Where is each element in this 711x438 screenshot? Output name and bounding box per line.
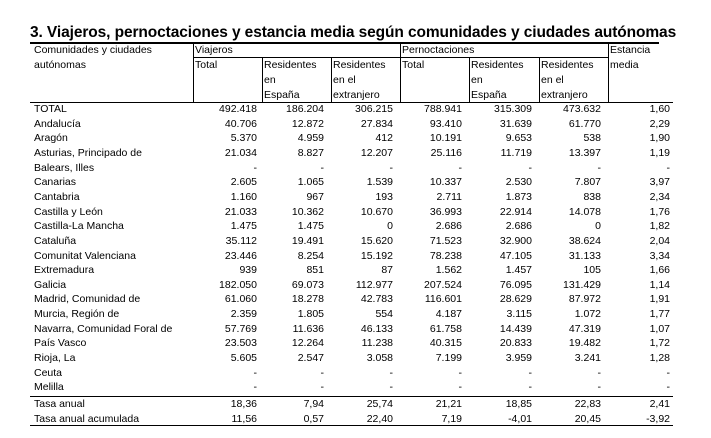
row-label: Melilla xyxy=(34,381,64,394)
cell-estancia: -3,92 xyxy=(646,413,670,425)
cell-p-total: 116.601 xyxy=(424,293,462,306)
cell-v-ext: - xyxy=(389,161,393,174)
cell-p-esp: 1.457 xyxy=(505,264,532,277)
cell-v-esp: 967 xyxy=(306,190,324,203)
cell-estancia: 1,07 xyxy=(649,322,670,335)
header-estancia-line2: media xyxy=(610,59,639,71)
cell-p-esp: 76.095 xyxy=(499,278,532,291)
cell-estancia: 1,60 xyxy=(649,103,670,115)
cell-p-esp: 9.653 xyxy=(505,132,532,145)
header-viajeros-ext-1: Residentes xyxy=(333,59,386,71)
row-label: Asturias, Principado de xyxy=(34,146,142,159)
cell-v-total: 18,36 xyxy=(230,398,257,410)
cell-p-total: 2.686 xyxy=(435,220,462,233)
cell-v-total: 1.160 xyxy=(230,190,257,203)
col-sep-5 xyxy=(469,58,470,102)
table-title: 3. Viajeros, pernoctaciones y estancia media según comunidades y ciudades autónomas xyxy=(30,24,677,41)
cell-v-ext: - xyxy=(389,366,393,379)
cell-v-esp: 1.805 xyxy=(297,308,324,321)
cell-p-esp: 22.914 xyxy=(499,205,532,218)
header-pernoct-ext-3: extranjero xyxy=(541,89,588,101)
cell-p-ext: 7.807 xyxy=(574,176,601,189)
cell-v-total: 40.706 xyxy=(224,117,257,130)
cell-p-ext: - xyxy=(597,161,601,174)
cell-p-ext: 131.429 xyxy=(563,278,601,291)
col-sep-2 xyxy=(262,58,263,102)
cell-p-total: 71.523 xyxy=(429,234,462,247)
rates-top-rule xyxy=(30,396,673,397)
cell-p-total: 2.711 xyxy=(436,190,462,203)
row-label: Extremadura xyxy=(34,264,95,277)
cell-p-ext: 19.482 xyxy=(568,337,601,350)
header-group-pernoctaciones: Pernoctaciones xyxy=(402,44,475,56)
row-label: Castilla y León xyxy=(34,205,103,218)
row-label: Canarias xyxy=(34,176,77,189)
header-pernoct-esp-3: España xyxy=(471,89,507,101)
cell-estancia: - xyxy=(666,366,670,379)
cell-p-total: 7,19 xyxy=(441,413,462,425)
cell-v-esp: 10.362 xyxy=(291,205,324,218)
cell-p-ext: 473.632 xyxy=(563,103,601,115)
cell-v-ext: 22,40 xyxy=(366,413,393,425)
cell-p-ext: 22,83 xyxy=(574,398,601,410)
header-viajeros-ext-3: extranjero xyxy=(333,89,380,101)
cell-p-total: 40.315 xyxy=(429,337,462,350)
cell-p-ext: - xyxy=(597,381,601,394)
cell-v-total: 23.446 xyxy=(224,249,257,262)
header-viajeros-esp-2: en xyxy=(264,74,276,86)
row-label: Castilla-La Mancha xyxy=(34,220,124,233)
header-region-line1: Comunidades y ciudades xyxy=(34,44,152,56)
col-sep-6 xyxy=(539,58,540,102)
cell-v-esp: 1.065 xyxy=(297,176,324,189)
cell-v-ext: 87 xyxy=(381,264,393,277)
cell-estancia: 1,14 xyxy=(649,278,670,291)
header-viajeros-ext-2: en el xyxy=(333,74,356,86)
cell-estancia: - xyxy=(666,381,670,394)
cell-estancia: 1,76 xyxy=(649,205,670,218)
cell-v-ext: 1.539 xyxy=(366,176,393,189)
cell-v-esp: 186.204 xyxy=(286,103,324,115)
cell-estancia: 2,34 xyxy=(649,190,670,203)
cell-p-total: 4.187 xyxy=(435,308,462,321)
row-label: Tasa anual xyxy=(34,398,85,410)
cell-v-esp: - xyxy=(320,366,324,379)
cell-p-ext: 47.319 xyxy=(568,322,601,335)
cell-p-ext: 13.397 xyxy=(568,146,601,159)
cell-estancia: 2,29 xyxy=(649,117,670,130)
cell-estancia: 1,72 xyxy=(649,337,670,350)
cell-v-total: 61.060 xyxy=(224,293,257,306)
col-sep-7 xyxy=(608,44,609,102)
cell-p-esp: - xyxy=(528,381,532,394)
cell-p-total: 7.199 xyxy=(435,352,462,365)
header-group-viajeros: Viajeros xyxy=(195,44,233,56)
header-estancia-line1: Estancia xyxy=(610,44,651,56)
row-label: Ceuta xyxy=(34,366,63,379)
cell-v-ext: 412 xyxy=(375,132,393,145)
cell-p-esp: -4,01 xyxy=(508,413,532,425)
cell-estancia: 1,19 xyxy=(649,146,670,159)
cell-v-esp: 19.491 xyxy=(291,234,324,247)
cell-p-ext: - xyxy=(597,366,601,379)
cell-p-total: - xyxy=(458,161,462,174)
cell-p-esp: 20.833 xyxy=(499,337,532,350)
cell-p-ext: 31.133 xyxy=(568,249,601,262)
row-label: Madrid, Comunidad de xyxy=(34,293,141,306)
row-label: TOTAL xyxy=(34,103,67,115)
cell-p-ext: 87.972 xyxy=(568,293,601,306)
cell-v-total: 492.418 xyxy=(219,103,257,115)
cell-v-total: 182.050 xyxy=(219,278,257,291)
header-viajeros-esp-3: España xyxy=(264,89,300,101)
cell-p-ext: 1.072 xyxy=(574,308,601,321)
cell-p-esp: 28.629 xyxy=(499,293,532,306)
cell-p-ext: 20,45 xyxy=(574,413,601,425)
header-pernoct-total: Total xyxy=(402,59,425,71)
cell-v-total: - xyxy=(253,366,257,379)
cell-v-ext: 15.192 xyxy=(360,249,393,262)
cell-v-esp: 4.959 xyxy=(297,132,324,145)
cell-p-ext: 38.624 xyxy=(568,234,601,247)
cell-p-total: - xyxy=(458,366,462,379)
cell-v-total: 1.475 xyxy=(230,220,257,233)
cell-v-ext: 46.133 xyxy=(360,322,393,335)
cell-p-total: 93.410 xyxy=(429,117,462,130)
header-viajeros-total: Total xyxy=(195,59,218,71)
cell-p-ext: 0 xyxy=(595,220,601,233)
cell-v-esp: 12.872 xyxy=(291,117,324,130)
cell-v-total: - xyxy=(253,161,257,174)
row-label: Balears, Illes xyxy=(34,161,95,174)
cell-v-total: 23.503 xyxy=(224,337,257,350)
cell-v-total: 11,56 xyxy=(231,413,257,425)
cell-p-total: 10.191 xyxy=(429,132,462,145)
cell-p-total: 10.337 xyxy=(429,176,462,189)
cell-v-ext: 306.215 xyxy=(355,103,393,115)
cell-p-esp: 1.873 xyxy=(505,190,532,203)
row-label: Tasa anual acumulada xyxy=(34,413,140,425)
cell-estancia: - xyxy=(666,161,670,174)
cell-v-total: 21.033 xyxy=(224,205,257,218)
row-label: Andalucía xyxy=(34,117,81,130)
cell-v-esp: 1.475 xyxy=(297,220,324,233)
cell-v-esp: 2.547 xyxy=(297,352,324,365)
row-label: Cantabria xyxy=(34,190,80,203)
cell-p-ext: 838 xyxy=(583,190,601,203)
cell-p-total: 25.116 xyxy=(430,146,462,159)
cell-v-total: 939 xyxy=(239,264,257,277)
cell-v-total: 57.769 xyxy=(224,322,257,335)
cell-v-total: 2.605 xyxy=(230,176,257,189)
cell-v-total: 35.112 xyxy=(225,234,257,247)
cell-estancia: 1,28 xyxy=(649,352,670,365)
row-label: Cataluña xyxy=(34,234,77,247)
cell-v-total: 2.359 xyxy=(230,308,257,321)
cell-v-total: 21.034 xyxy=(224,146,257,159)
cell-p-total: 788.941 xyxy=(424,103,462,115)
header-rule-pernoctaciones xyxy=(401,57,608,58)
cell-p-ext: 61.770 xyxy=(568,117,601,130)
cell-estancia: 1,77 xyxy=(649,308,670,321)
cell-v-ext: 554 xyxy=(375,308,393,321)
cell-p-esp: 11.719 xyxy=(500,146,532,159)
cell-p-total: 207.524 xyxy=(424,278,462,291)
cell-v-ext: 3.058 xyxy=(366,352,393,365)
cell-v-ext: 12.207 xyxy=(360,146,393,159)
cell-p-esp: 2.686 xyxy=(505,220,532,233)
cell-v-esp: 69.073 xyxy=(291,278,324,291)
cell-p-total: - xyxy=(458,381,462,394)
header-region-line2: autónomas xyxy=(34,59,86,71)
header-viajeros-esp-1: Residentes xyxy=(264,59,317,71)
cell-v-ext: 42.783 xyxy=(360,293,393,306)
row-label: Rioja, La xyxy=(34,352,76,365)
cell-v-ext: 25,74 xyxy=(366,398,393,410)
cell-v-ext: 193 xyxy=(375,190,393,203)
cell-v-ext: 0 xyxy=(387,220,393,233)
row-label: País Vasco xyxy=(34,337,87,350)
header-pernoct-ext-2: en el xyxy=(541,74,564,86)
cell-p-ext: 538 xyxy=(583,132,601,145)
cell-v-esp: 18.278 xyxy=(291,293,324,306)
cell-p-ext: 105 xyxy=(583,264,601,277)
cell-p-esp: 32.900 xyxy=(499,234,532,247)
cell-estancia: 3,34 xyxy=(649,249,670,262)
cell-p-esp: 47.105 xyxy=(499,249,532,262)
header-pernoct-esp-1: Residentes xyxy=(471,59,524,71)
cell-estancia: 1,90 xyxy=(649,132,670,145)
col-sep-1 xyxy=(193,44,194,102)
cell-v-ext: 112.977 xyxy=(355,278,393,291)
cell-v-esp: 8.827 xyxy=(297,146,324,159)
col-sep-4 xyxy=(400,44,401,102)
cell-p-ext: 14.078 xyxy=(568,205,601,218)
row-label: Murcia, Región de xyxy=(34,308,120,321)
cell-v-esp: 12.264 xyxy=(291,337,324,350)
cell-p-total: 61.758 xyxy=(429,322,462,335)
cell-v-esp: - xyxy=(320,161,324,174)
cell-p-esp: 18,85 xyxy=(505,398,532,410)
cell-estancia: 1,66 xyxy=(649,264,670,277)
row-label: Galicia xyxy=(34,278,67,291)
cell-p-ext: 3.241 xyxy=(574,352,601,365)
cell-p-total: 1.562 xyxy=(435,264,462,277)
cell-p-total: 36.993 xyxy=(429,205,462,218)
cell-v-esp: 851 xyxy=(306,264,324,277)
cell-v-esp: 7,94 xyxy=(303,398,324,410)
cell-p-esp: - xyxy=(528,366,532,379)
cell-v-esp: - xyxy=(320,381,324,394)
cell-v-ext: 11.238 xyxy=(361,337,393,350)
cell-v-ext: 27.834 xyxy=(360,117,393,130)
cell-estancia: 2,04 xyxy=(649,234,670,247)
row-label: Comunitat Valenciana xyxy=(34,249,136,262)
row-label: Navarra, Comunidad Foral de xyxy=(34,322,173,335)
cell-p-total: 78.238 xyxy=(429,249,462,262)
header-rule-viajeros xyxy=(193,57,401,58)
cell-v-esp: 0,57 xyxy=(303,413,324,425)
table-bottom-rule xyxy=(30,425,673,426)
cell-estancia: 3,97 xyxy=(649,176,670,189)
cell-v-ext: 15.620 xyxy=(360,234,393,247)
cell-v-esp: 11.636 xyxy=(292,322,324,335)
cell-p-esp: 3.115 xyxy=(506,308,532,321)
cell-p-esp: 3.959 xyxy=(505,352,532,365)
cell-v-total: - xyxy=(253,381,257,394)
cell-p-esp: 2.530 xyxy=(505,176,532,189)
cell-v-esp: 8.254 xyxy=(297,249,324,262)
row-label: Aragón xyxy=(34,132,68,145)
cell-v-ext: - xyxy=(389,381,393,394)
cell-estancia: 1,91 xyxy=(649,293,670,306)
cell-estancia: 1,82 xyxy=(649,220,670,233)
cell-estancia: 2,41 xyxy=(649,398,670,410)
cell-v-ext: 10.670 xyxy=(360,205,393,218)
cell-v-total: 5.370 xyxy=(230,132,257,145)
header-pernoct-esp-2: en xyxy=(471,74,483,86)
col-sep-3 xyxy=(331,58,332,102)
cell-v-total: 5.605 xyxy=(230,352,257,365)
cell-p-total: 21,21 xyxy=(435,398,462,410)
cell-p-esp: 14.439 xyxy=(499,322,532,335)
cell-p-esp: 31.639 xyxy=(499,117,532,130)
header-pernoct-ext-1: Residentes xyxy=(541,59,594,71)
cell-p-esp: - xyxy=(528,161,532,174)
cell-p-esp: 315.309 xyxy=(494,103,532,115)
